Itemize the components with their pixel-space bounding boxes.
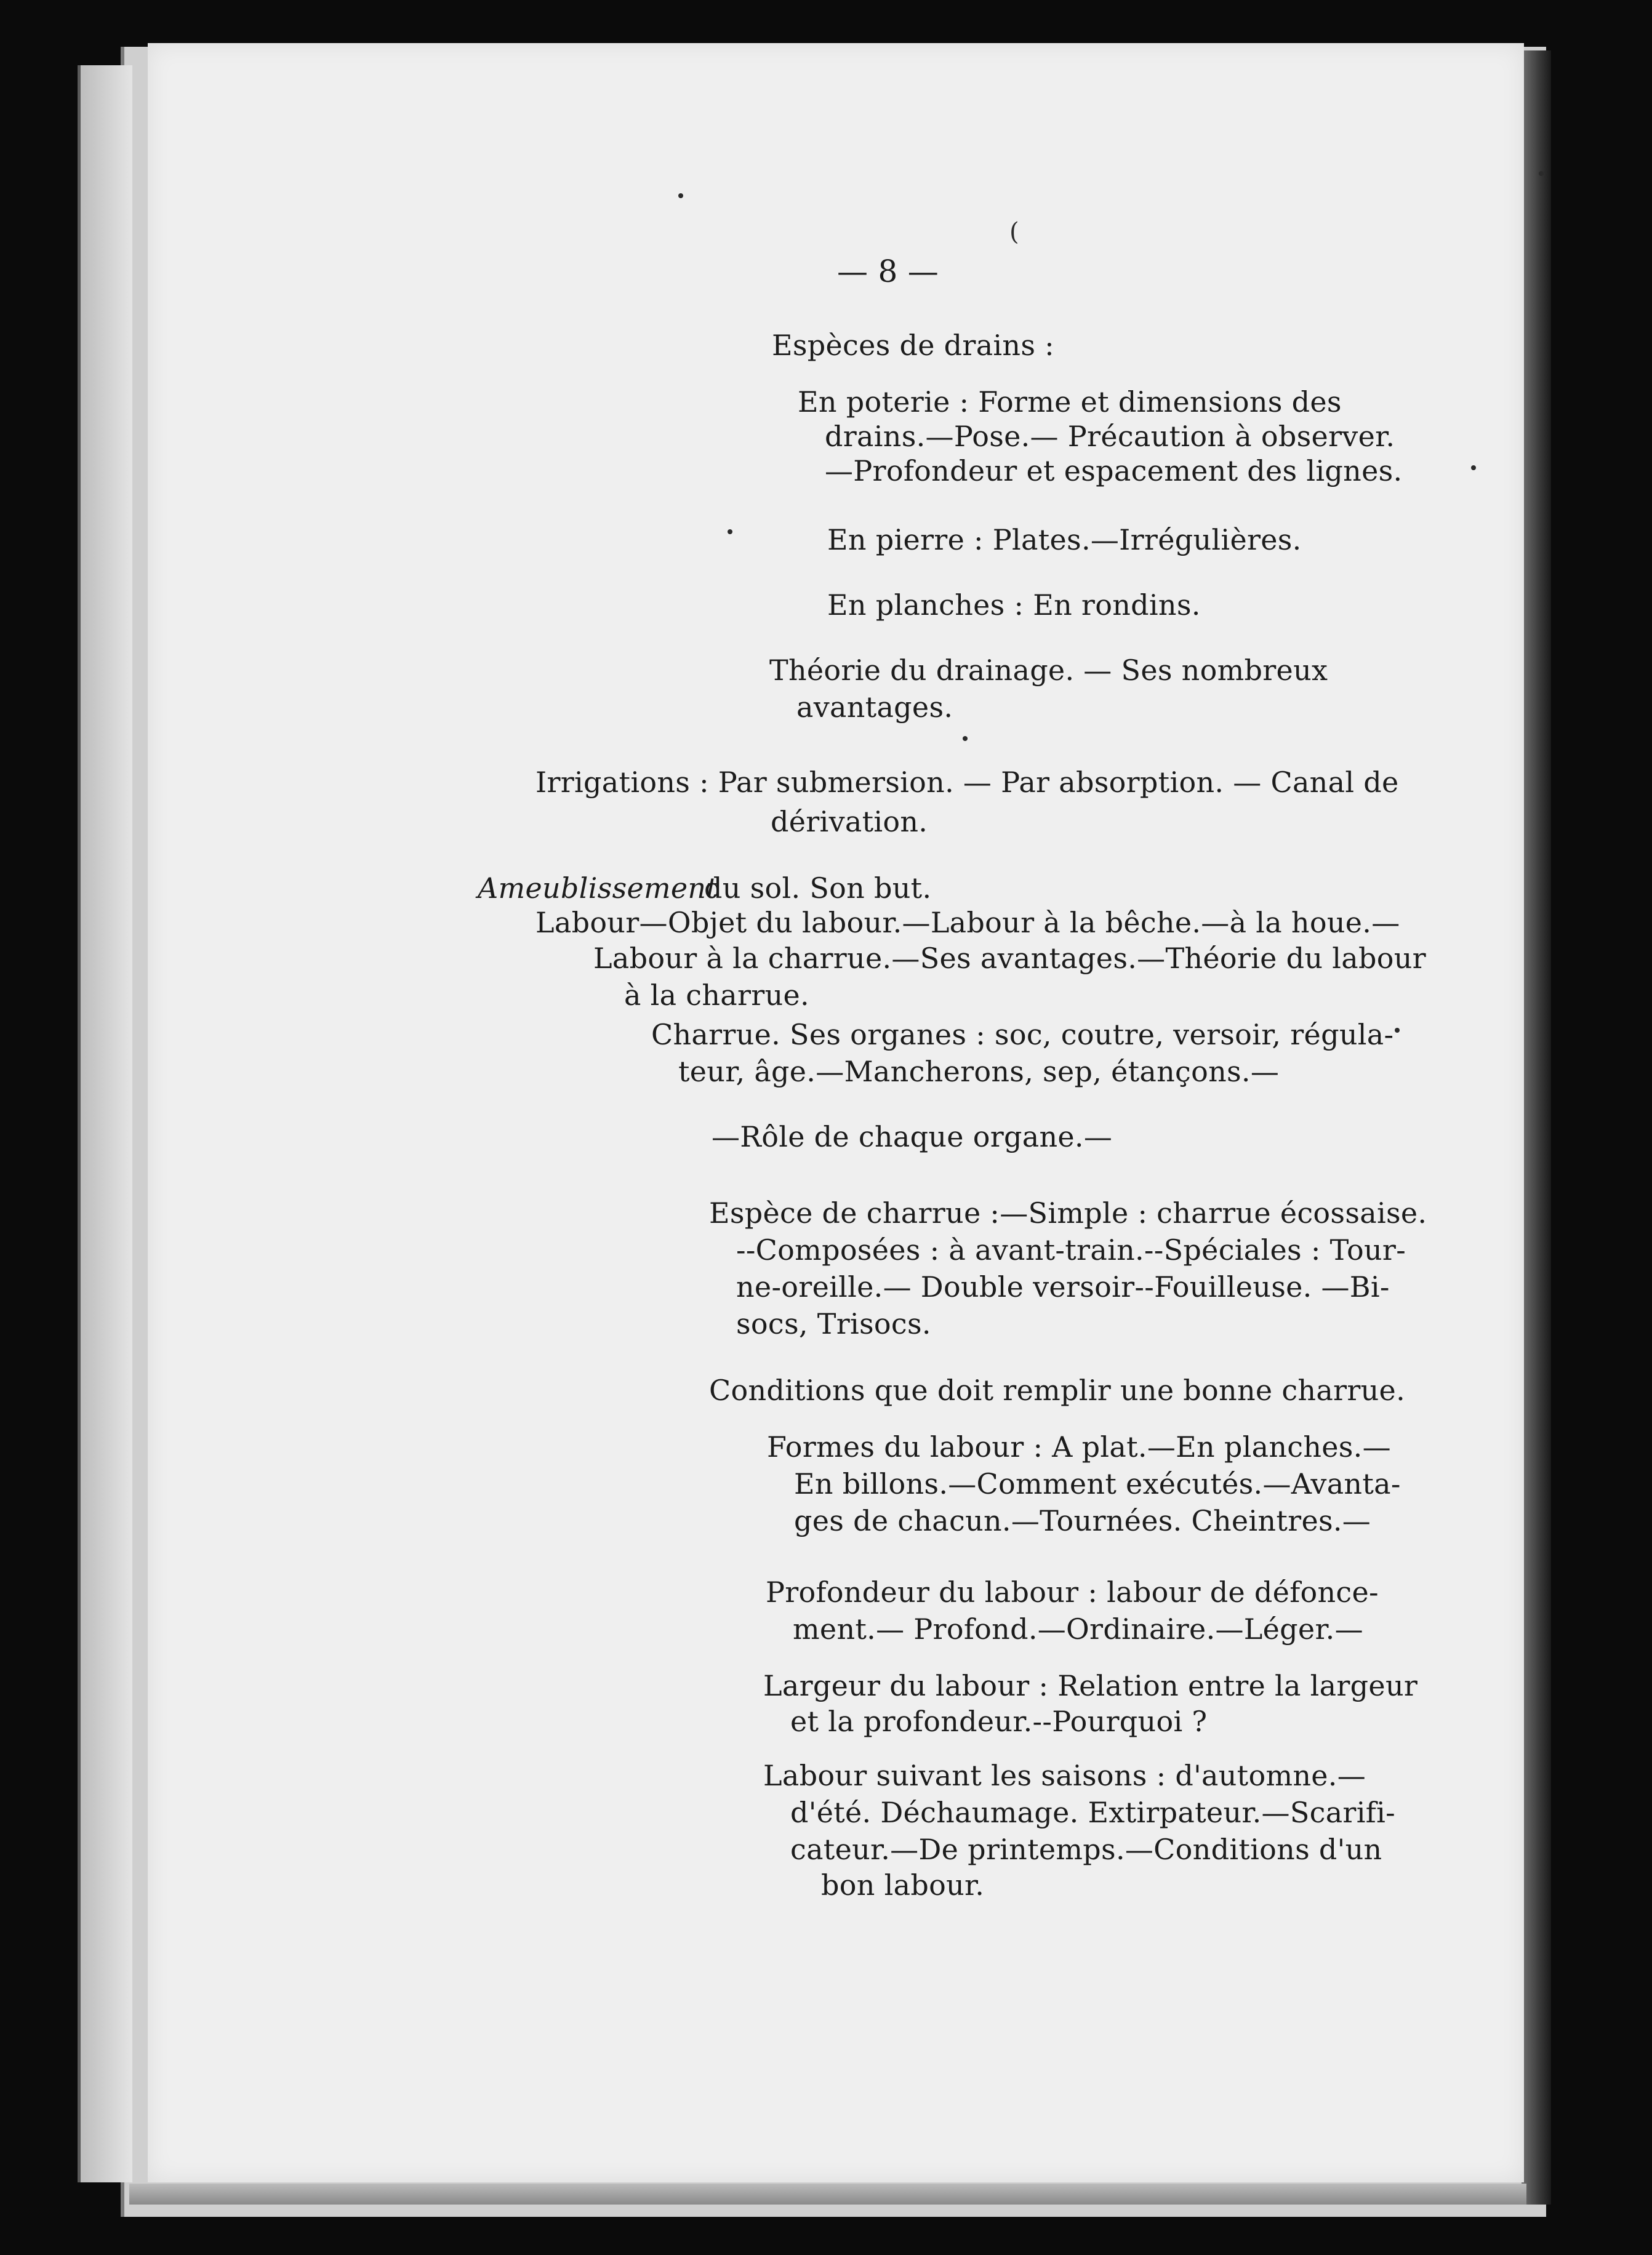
text-line: Irrigations : Par submersion. — Par absorption. — Canal de xyxy=(535,766,1399,799)
text-line: drains.—Pose.— Précaution à observer. xyxy=(825,420,1395,453)
scan-speck xyxy=(963,736,968,741)
scan-speck xyxy=(1539,171,1544,176)
text-line: teur, âge.—Mancherons, sep, étançons.— xyxy=(678,1055,1280,1088)
text-line: du sol. Son but. xyxy=(704,871,932,905)
text-line: Largeur du labour : Relation entre la largeur xyxy=(763,1669,1418,1702)
book-edge-left xyxy=(78,65,132,2182)
text-line: —Rôle de chaque organe.— xyxy=(712,1120,1113,1153)
text-line: ne-oreille.— Double versoir--Fouilleuse. —Bi- xyxy=(736,1270,1390,1304)
scan-speck xyxy=(678,193,683,198)
text-line: En pierre : Plates.—Irrégulières. xyxy=(827,523,1302,556)
scan-speck xyxy=(728,529,732,534)
scan-speck xyxy=(1395,1028,1400,1033)
text-line-ameublissement: Ameublissement xyxy=(478,871,718,905)
text-line: socs, Trisocs. xyxy=(736,1307,931,1340)
text-line: et la profondeur.--Pourquoi ? xyxy=(790,1705,1208,1738)
text-line: En planches : En rondins. xyxy=(827,588,1201,622)
text-line: Profondeur du labour : labour de défonce- xyxy=(766,1576,1379,1609)
scan-tick: ( xyxy=(1009,218,1019,246)
page-number: — 8 — xyxy=(837,254,939,289)
text-line: avantages. xyxy=(796,691,953,724)
text-line: Théorie du drainage. — Ses nombreux xyxy=(769,654,1328,687)
text-line: à la charrue. xyxy=(624,979,809,1012)
text-line: Labour à la charrue.—Ses avantages.—Théorie du labour xyxy=(593,942,1426,975)
text-line: Conditions que doit remplir une bonne charrue. xyxy=(709,1374,1406,1407)
text-line: Charrue. Ses organes : soc, coutre, versoir, régula- xyxy=(651,1018,1394,1051)
text-line: ges de chacun.—Tournées. Cheintres.— xyxy=(794,1504,1371,1537)
text-line: cateur.—De printemps.—Conditions d'un xyxy=(790,1833,1382,1866)
text-line: —Profondeur et espacement des lignes. xyxy=(825,454,1403,487)
text-line: ment.— Profond.—Ordinaire.—Léger.— xyxy=(793,1612,1363,1646)
text-line: Labour suivant les saisons : d'automne.— xyxy=(763,1759,1366,1792)
text-line: En poterie : Forme et dimensions des xyxy=(798,385,1342,419)
text-line: d'été. Déchaumage. Extirpateur.—Scarifi- xyxy=(790,1796,1395,1829)
text-line: En billons.—Comment exécutés.—Avanta- xyxy=(794,1467,1401,1500)
scan-speck xyxy=(1471,465,1476,470)
heading-especes-drains: Espèces de drains : xyxy=(772,329,1054,362)
text-line: Espèce de charrue :—Simple : charrue écossaise. xyxy=(709,1196,1427,1230)
book-edge-right xyxy=(1522,50,1551,2205)
text-line: Formes du labour : A plat.—En planches.— xyxy=(767,1430,1391,1464)
text-line: --Composées : à avant-train.--Spéciales : Tour- xyxy=(736,1233,1406,1267)
text-line: dérivation. xyxy=(771,805,928,838)
book-edge-bottom xyxy=(129,2184,1526,2205)
text-line: Labour—Objet du labour.—Labour à la bêche.—à la houe.— xyxy=(535,906,1400,939)
text-line: bon labour. xyxy=(821,1868,985,1902)
